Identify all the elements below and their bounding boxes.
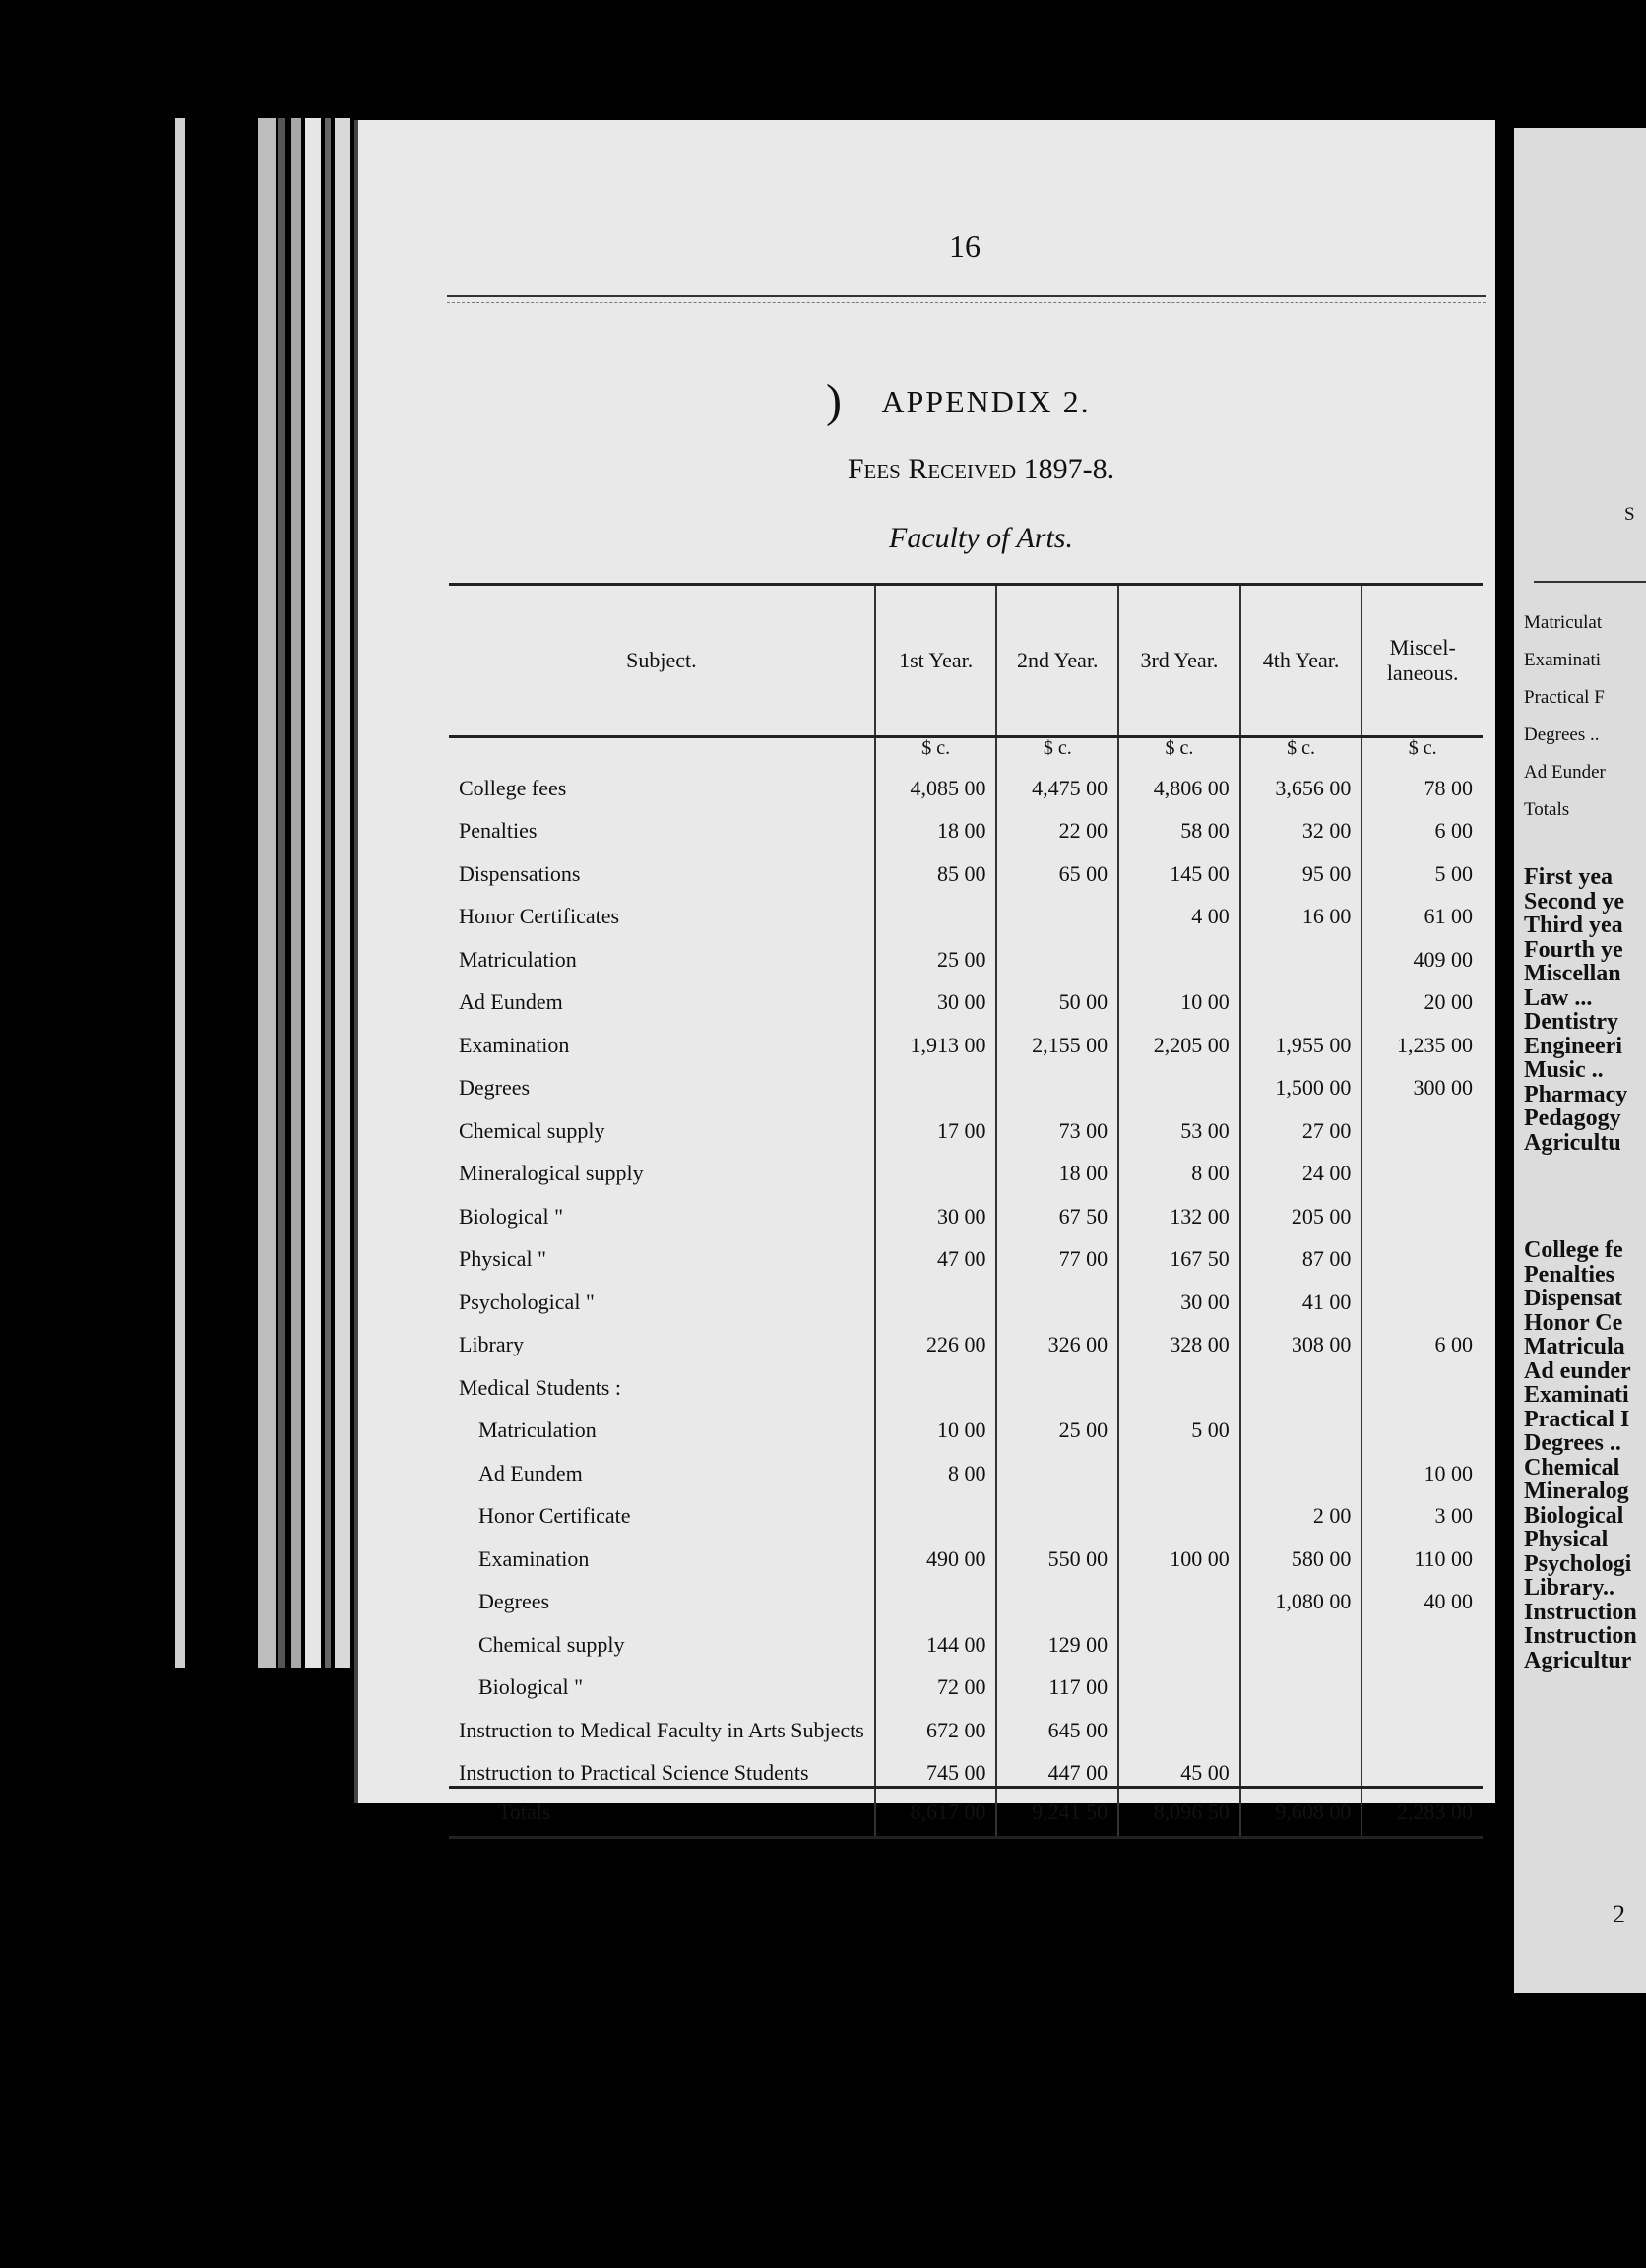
fee-cell: 100 00 (1118, 1529, 1240, 1572)
total-cell: 9,608 00 (1240, 1788, 1362, 1838)
facing-line: Engineeri (1524, 1033, 1622, 1059)
fee-cell (1240, 1401, 1362, 1444)
facing-header-fragment: S (1624, 504, 1635, 525)
fee-cell: 87 00 (1240, 1229, 1362, 1273)
fee-cell: 61 00 (1361, 887, 1483, 930)
table-row (449, 1186, 1483, 1229)
row-label: Degrees (459, 1075, 531, 1100)
row-label: Honor Certificates (459, 904, 620, 928)
facing-line: Library.. (1524, 1575, 1615, 1601)
fee-cell: 73 00 (996, 1101, 1118, 1144)
page-number: 16 (949, 228, 981, 264)
fee-cell: 1,080 00 (1240, 1572, 1362, 1615)
fee-cell: 6 00 (1361, 1315, 1483, 1358)
table-row (449, 801, 1483, 845)
facing-line: Agricultur (1524, 1647, 1632, 1673)
fee-cell (996, 1058, 1118, 1102)
fee-cell (1240, 1743, 1362, 1788)
fee-cell (875, 1144, 997, 1187)
row-label: Degrees (478, 1589, 550, 1613)
header-rule (447, 302, 1486, 303)
fee-cell: 27 00 (1240, 1101, 1362, 1144)
fee-cell (875, 1572, 997, 1615)
fee-cell: 1,955 00 (1240, 1015, 1362, 1058)
fee-cell: 2,155 00 (996, 1015, 1118, 1058)
fee-cell: 328 00 (1118, 1315, 1240, 1358)
fee-cell (1118, 1058, 1240, 1102)
table-row (449, 1272, 1483, 1315)
currency-row (449, 737, 1483, 759)
facing-line: Psychologi (1524, 1550, 1632, 1577)
facing-line: Instruction (1524, 1599, 1637, 1625)
fee-cell: 30 00 (875, 973, 997, 1016)
fee-cell (1118, 1700, 1240, 1743)
row-label: Biological " (459, 1203, 564, 1228)
page-edge (325, 118, 331, 1668)
fee-cell: 58 00 (1118, 801, 1240, 845)
appendix-title: APPENDIX 2. (881, 384, 1091, 419)
column-header: Miscel-laneous. (1361, 585, 1483, 737)
fee-cell (1361, 1144, 1483, 1187)
facing-line: Matriculat (1524, 612, 1603, 633)
row-label: Physical " (459, 1246, 547, 1271)
fee-cell (996, 887, 1118, 930)
fee-cell: 110 00 (1361, 1529, 1483, 1572)
fees-table (449, 583, 1483, 1839)
fee-cell (1361, 1401, 1483, 1444)
facing-line: Totals (1524, 799, 1570, 820)
fee-cell (996, 929, 1118, 973)
fee-cell (1361, 1700, 1483, 1743)
fee-cell: 16 00 (1240, 887, 1362, 930)
facing-line: Chemical (1524, 1454, 1620, 1480)
row-label: Chemical supply (459, 1117, 605, 1143)
page-edge (258, 118, 276, 1668)
facing-line: Agricultu (1524, 1129, 1621, 1156)
facing-line: Degrees .. (1524, 1430, 1621, 1456)
row-label: Library (459, 1332, 524, 1356)
facing-page-number: 2 (1613, 1900, 1625, 1928)
fee-cell (1361, 1658, 1483, 1701)
totals-row (449, 1788, 1483, 1838)
fee-cell: 10 00 (1361, 1443, 1483, 1486)
table-row (449, 1443, 1483, 1486)
header-rule (447, 295, 1486, 297)
fee-cell (875, 1272, 997, 1315)
row-label: Instruction to Medical Faculty in Arts Subjects (459, 1717, 864, 1742)
fee-cell (1118, 1614, 1240, 1658)
fee-cell: 8 00 (875, 1443, 997, 1486)
facing-line: Law ... (1524, 984, 1593, 1011)
facing-line: Mineralog (1524, 1479, 1629, 1504)
fee-cell: 25 00 (996, 1401, 1118, 1444)
fee-cell: 67 50 (996, 1186, 1118, 1229)
fee-cell (1361, 1101, 1483, 1144)
fee-cell: 645 00 (996, 1700, 1118, 1743)
fee-cell (1118, 929, 1240, 973)
fee-cell: 409 00 (1361, 929, 1483, 973)
fee-cell: 18 00 (875, 801, 997, 845)
fee-cell: 745 00 (875, 1743, 997, 1788)
row-label: College fees (459, 775, 567, 800)
table-row (449, 1144, 1483, 1187)
table-row (449, 973, 1483, 1016)
table-body (449, 737, 1483, 1838)
fee-cell: 1,235 00 (1361, 1015, 1483, 1058)
fee-cell: 72 00 (875, 1658, 997, 1701)
fee-cell (996, 1357, 1118, 1401)
fee-cell (1118, 1572, 1240, 1615)
page-edge (335, 118, 350, 1668)
fee-cell (1361, 1614, 1483, 1658)
fee-cell (1361, 1357, 1483, 1401)
facing-line: Practical I (1524, 1406, 1630, 1432)
facing-line: Second ye (1524, 888, 1624, 914)
facing-line: Pedagogy (1524, 1105, 1621, 1131)
fee-cell: 226 00 (875, 1315, 997, 1358)
fee-cell: 47 00 (875, 1229, 997, 1273)
facing-line: Music .. (1524, 1057, 1604, 1083)
row-label: Ad Eundem (478, 1460, 583, 1485)
facing-line: Biological (1524, 1502, 1624, 1529)
fee-cell (996, 1572, 1118, 1615)
fee-cell: 4 00 (1118, 887, 1240, 930)
table-row (449, 1401, 1483, 1444)
fee-cell: 129 00 (996, 1614, 1118, 1658)
facing-line: Fourth ye (1524, 936, 1623, 963)
fee-cell: 580 00 (1240, 1529, 1362, 1572)
facing-line: Pharmacy (1524, 1081, 1628, 1107)
fee-cell (1361, 1186, 1483, 1229)
fee-cell: 22 00 (996, 801, 1118, 845)
facing-page-fragment (1514, 128, 1646, 1993)
page-edge (278, 118, 285, 1668)
total-cell: 9,241 50 (996, 1788, 1118, 1838)
row-label: Matriculation (459, 946, 577, 972)
table-row (449, 1058, 1483, 1102)
fee-cell (1118, 1357, 1240, 1401)
table-row (449, 1229, 1483, 1273)
fees-title: Fees Received 1897-8. (847, 453, 1115, 485)
fee-cell: 77 00 (996, 1229, 1118, 1273)
column-header: 1st Year. (875, 585, 997, 737)
facing-line: Instruction (1524, 1623, 1637, 1649)
bracket-mark: ) (826, 375, 842, 427)
total-cell: 8,617 00 (875, 1788, 997, 1838)
fee-cell: 32 00 (1240, 801, 1362, 845)
column-header: 4th Year. (1240, 585, 1362, 737)
row-label: Dispensations (459, 860, 581, 886)
fee-cell: 53 00 (1118, 1101, 1240, 1144)
fee-cell (875, 887, 997, 930)
fee-cell (875, 1058, 997, 1102)
currency-label: $ c. (1240, 737, 1362, 759)
facing-line: Miscellan (1524, 961, 1621, 986)
table-row (449, 1572, 1483, 1615)
fee-cell: 10 00 (1118, 973, 1240, 1016)
facing-line: College fe (1524, 1237, 1623, 1263)
facing-line: Practical F (1524, 687, 1605, 708)
fee-cell (1240, 1443, 1362, 1486)
facing-line: Third yea (1524, 913, 1623, 938)
facing-line: Ad eunder (1524, 1357, 1631, 1384)
currency-label: $ c. (875, 737, 997, 759)
currency-label: $ c. (1361, 737, 1483, 759)
facing-line: Examinati (1524, 1382, 1629, 1408)
facing-line: Degrees .. (1524, 724, 1600, 745)
document-page (354, 120, 1495, 1824)
fee-cell (875, 1357, 997, 1401)
fee-cell: 5 00 (1118, 1401, 1240, 1444)
total-cell: 2,283 00 (1361, 1788, 1483, 1838)
fee-cell (1240, 1614, 1362, 1658)
fee-cell (1240, 973, 1362, 1016)
faculty-title: Faculty of Arts. (889, 522, 1073, 554)
table-row (449, 1101, 1483, 1144)
fee-cell: 5 00 (1361, 844, 1483, 887)
table-row (449, 1529, 1483, 1572)
facing-line: Dentistry (1524, 1009, 1618, 1035)
fee-cell: 3,656 00 (1240, 758, 1362, 801)
fee-cell: 40 00 (1361, 1572, 1483, 1615)
fee-cell: 3 00 (1361, 1486, 1483, 1530)
column-header: 3rd Year. (1118, 585, 1240, 737)
fee-cell: 20 00 (1361, 973, 1483, 1016)
fee-cell (996, 1443, 1118, 1486)
fee-cell: 8 00 (1118, 1144, 1240, 1187)
table-row (449, 1700, 1483, 1743)
table-row (449, 1486, 1483, 1530)
fee-cell: 30 00 (1118, 1272, 1240, 1315)
row-label: Examination (459, 1032, 570, 1057)
table-row (449, 1614, 1483, 1658)
fee-cell: 17 00 (875, 1101, 997, 1144)
row-label: Matriculation (478, 1418, 597, 1442)
facing-line: Physical (1524, 1527, 1609, 1552)
fee-cell (1240, 929, 1362, 973)
table-header-row (449, 585, 1483, 737)
fee-cell: 132 00 (1118, 1186, 1240, 1229)
page-edge (305, 118, 321, 1668)
table-row (449, 1015, 1483, 1058)
fee-cell: 95 00 (1240, 844, 1362, 887)
table-row (449, 844, 1483, 887)
table-row (449, 1658, 1483, 1701)
fee-cell (1361, 1229, 1483, 1273)
facing-line: Dispensat (1524, 1286, 1623, 1311)
row-label: Examination (478, 1545, 590, 1571)
fee-cell: 300 00 (1361, 1058, 1483, 1102)
table-row (449, 929, 1483, 973)
fee-cell: 30 00 (875, 1186, 997, 1229)
table-row (449, 1357, 1483, 1401)
fee-cell: 65 00 (996, 844, 1118, 887)
fee-cell: 50 00 (996, 973, 1118, 1016)
fee-cell: 4,475 00 (996, 758, 1118, 801)
row-label: Instruction to Practical Science Students (459, 1760, 809, 1785)
fee-cell: 490 00 (875, 1529, 997, 1572)
fee-cell: 672 00 (875, 1700, 997, 1743)
fee-cell: 41 00 (1240, 1272, 1362, 1315)
row-label: Penalties (459, 818, 538, 843)
fee-cell: 326 00 (996, 1315, 1118, 1358)
fee-cell: 4,085 00 (875, 758, 997, 801)
fee-cell: 18 00 (996, 1144, 1118, 1187)
fee-cell: 145 00 (1118, 844, 1240, 887)
facing-line: Examinati (1524, 650, 1602, 670)
currency-label: $ c. (1118, 737, 1240, 759)
fee-cell: 167 50 (1118, 1229, 1240, 1273)
row-label: Medical Students : (459, 1374, 621, 1400)
fee-cell: 24 00 (1240, 1144, 1362, 1187)
fee-cell: 144 00 (875, 1614, 997, 1658)
row-label: Chemical supply (478, 1631, 625, 1657)
fee-cell (996, 1486, 1118, 1530)
page-edge (175, 118, 185, 1668)
row-label: Psychological " (459, 1289, 595, 1314)
fee-cell (1361, 1743, 1483, 1788)
fee-cell: 1,500 00 (1240, 1058, 1362, 1102)
blank-cell (449, 737, 875, 759)
fee-cell: 205 00 (1240, 1186, 1362, 1229)
fee-cell: 1,913 00 (875, 1015, 997, 1058)
fee-cell: 4,806 00 (1118, 758, 1240, 801)
fee-cell (1118, 1443, 1240, 1486)
fee-cell: 85 00 (875, 844, 997, 887)
facing-rule (1534, 581, 1646, 583)
fee-cell: 117 00 (996, 1658, 1118, 1701)
fee-cell (1240, 1700, 1362, 1743)
fee-cell (1240, 1658, 1362, 1701)
facing-line: Honor Ce (1524, 1309, 1623, 1336)
fee-cell (1118, 1658, 1240, 1701)
row-label: Mineralogical supply (459, 1161, 644, 1185)
column-header: 2nd Year. (996, 585, 1118, 737)
facing-line: Penalties (1524, 1261, 1614, 1288)
fee-cell: 550 00 (996, 1529, 1118, 1572)
fee-cell (1361, 1272, 1483, 1315)
column-header: Subject. (449, 585, 875, 737)
row-label: Biological " (478, 1674, 584, 1699)
fee-cell: 2,205 00 (1118, 1015, 1240, 1058)
page-edge (291, 118, 301, 1668)
table-row (449, 1315, 1483, 1358)
table-row (449, 1743, 1483, 1788)
fee-cell: 2 00 (1240, 1486, 1362, 1530)
facing-line: Matricula (1524, 1334, 1625, 1359)
fee-cell: 308 00 (1240, 1315, 1362, 1358)
fee-cell (875, 1486, 997, 1530)
fee-cell: 10 00 (875, 1401, 997, 1444)
fee-cell (1118, 1486, 1240, 1530)
table-row (449, 887, 1483, 930)
totals-label: Totals (449, 1788, 875, 1838)
fee-cell: 6 00 (1361, 801, 1483, 845)
fee-cell (996, 1272, 1118, 1315)
table-row (449, 758, 1483, 801)
currency-label: $ c. (996, 737, 1118, 759)
row-label: Honor Certificate (478, 1503, 631, 1528)
fee-cell: 447 00 (996, 1743, 1118, 1788)
facing-line: Ad Eunder (1524, 762, 1606, 783)
row-label: Ad Eundem (459, 989, 563, 1014)
fee-cell (1240, 1357, 1362, 1401)
facing-line: First yea (1524, 864, 1613, 890)
fee-cell: 78 00 (1361, 758, 1483, 801)
total-cell: 8,096 50 (1118, 1788, 1240, 1838)
fee-cell: 25 00 (875, 929, 997, 973)
fee-cell: 45 00 (1118, 1743, 1240, 1788)
